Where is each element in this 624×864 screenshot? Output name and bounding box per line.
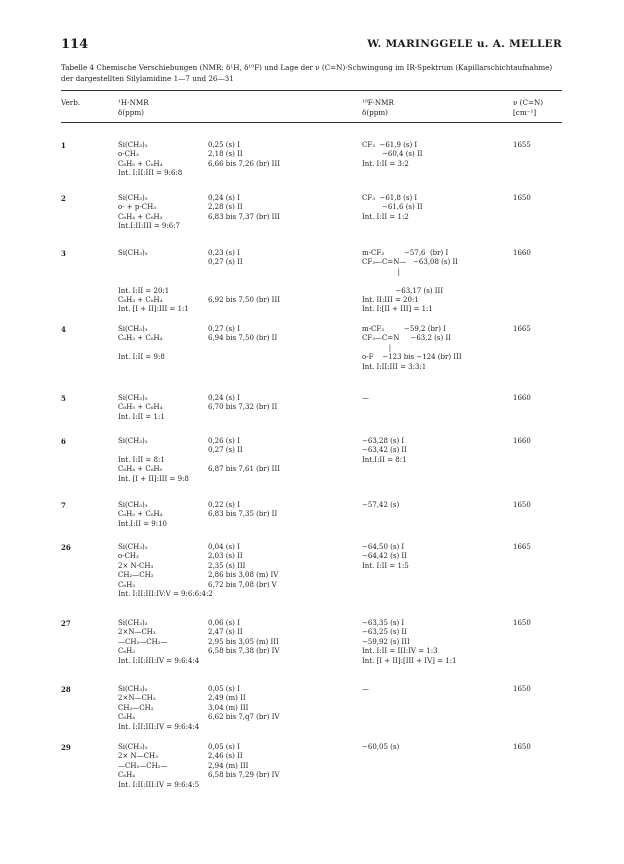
ir-value: 1665 [513, 543, 531, 551]
f-nmr-cell [362, 619, 510, 666]
h-nmr-shift: 2,46 (s) II [208, 752, 243, 761]
f-nmr-line: — [362, 685, 369, 693]
h-nmr-group: Si(CH₃)₃ [118, 685, 148, 693]
f-nmr-line: — [362, 394, 369, 402]
h-nmr-line [118, 213, 360, 222]
h-nmr-shift: 2,86 bis 3,08 (m) IV [208, 571, 279, 580]
compound-number: 5 [61, 394, 66, 403]
h-nmr-group: Si(CH₃)₃ [118, 619, 148, 627]
h-nmr-group: CH₂—CH₂ [118, 703, 154, 712]
h-nmr-line [118, 287, 360, 296]
h-nmr-line [118, 150, 360, 159]
f-nmr-line: −60,05 (s) [362, 743, 400, 751]
h-nmr-group: C₆H₄ [118, 771, 136, 780]
h-nmr-line [118, 743, 360, 752]
h-nmr-line [118, 475, 360, 484]
h-nmr-shift: 0,05 (s) I [208, 743, 240, 751]
h-nmr-group: —CH₂—CH₂— [118, 761, 168, 770]
h-nmr-line [118, 394, 360, 403]
compound-number: 6 [61, 437, 66, 446]
h-nmr-shift: 6,62 bis 7,q7 (br) IV [208, 713, 280, 722]
h-nmr-group: —CH₂—CH₂— [118, 637, 168, 646]
h-nmr-group: 2× N—CH₃ [118, 752, 158, 761]
h-nmr-group: o-CH₃ [118, 150, 139, 159]
f-nmr-line: Int. II:III = 20:1 [362, 295, 419, 304]
h-nmr-shift: 0,22 (s) I [208, 501, 240, 509]
h-nmr-group: Int. I:II = 1:1 [118, 412, 165, 421]
h-nmr-shift: 3,04 (m) III [208, 703, 249, 712]
h-nmr-shift: 0,23 (s) I [208, 249, 240, 257]
f-nmr-cell [362, 437, 510, 465]
ir-value: 1650 [513, 501, 531, 509]
compound-number: 3 [61, 249, 66, 258]
h-nmr-cell [118, 194, 360, 232]
f-nmr-line: Int. [I + II]:[III + IV] = 1:1 [362, 656, 457, 665]
h-nmr-shift: 2,28 (s) II [208, 203, 243, 212]
h-nmr-shift: 6,83 bis 7,35 (br) II [208, 510, 278, 519]
f-nmr-line: Int. I:II = 3:2 [362, 159, 409, 168]
h-nmr-group: C₆H₅ + C₆H₄ [118, 159, 163, 168]
h-nmr-line [118, 446, 360, 455]
h-nmr-line [118, 456, 360, 465]
h-nmr-line [118, 781, 360, 790]
h-nmr-line [118, 628, 360, 637]
ir-value: 1660 [513, 249, 531, 257]
f-nmr-line: CF₃ −61,8 (s) I [362, 194, 418, 202]
f-nmr-line: −63,35 (s) I [362, 619, 405, 627]
column-header-ir: ν (C=N) [513, 98, 544, 107]
h-nmr-group: Int. I:II = 20:1 [118, 286, 170, 295]
h-nmr-group: Int. I:II:III:IV:V = 9:6:6:4:2 [118, 589, 213, 598]
f-nmr-line: −63,42 (s) II [362, 446, 407, 455]
h-nmr-line [118, 685, 360, 694]
f-nmr-line: −63,28 (s) I [362, 437, 405, 445]
h-nmr-shift: 0,06 (s) I [208, 619, 240, 627]
f-nmr-cell [362, 543, 510, 571]
f-nmr-cell [362, 194, 510, 222]
h-nmr-cell [118, 619, 360, 666]
ir-value: 1665 [513, 325, 531, 333]
h-nmr-group: C₆H₄ + C₆H₃ [118, 212, 163, 221]
f-nmr-line: | [362, 267, 400, 276]
f-nmr-line: Int. I:II:III = 3:3:1 [362, 362, 427, 371]
h-nmr-cell [118, 437, 360, 484]
f-nmr-line: Int.I:II = 8:1 [362, 455, 407, 464]
compound-number: 1 [61, 141, 66, 150]
h-nmr-line [118, 353, 360, 362]
f-nmr-line: −63,17 (s) III [362, 286, 444, 295]
f-nmr-line: −63,25 (s) II [362, 628, 407, 637]
h-nmr-group: Int. I:II:III:IV = 9:6:4:4 [118, 656, 200, 665]
h-nmr-line [118, 562, 360, 571]
h-nmr-line [118, 222, 360, 231]
h-nmr-line [118, 694, 360, 703]
h-nmr-line [118, 169, 360, 178]
h-nmr-line [118, 704, 360, 713]
h-nmr-line [118, 194, 360, 203]
table-caption: Tabelle 4 Chemische Verschiebungen (NMR: δ¹H, δ¹⁹F) und Lage der ν (C=N)-Schwingung im IR-Spektrum (Kapillarschichtaufnahme) der dargestellten Silylamidine 1—7 und 26—31 [61, 63, 553, 83]
f-nmr-cell [362, 394, 510, 403]
f-nmr-line [362, 277, 510, 286]
h-nmr-group: Int. I:II:III:IV = 9:6:4:5 [118, 780, 200, 789]
f-nmr-cell [362, 501, 510, 510]
f-nmr-line: −57,42 (s) [362, 501, 400, 509]
h-nmr-group: C₆H₄ [118, 713, 136, 722]
f-nmr-line: CF₃—C=N— −63,08 (s) II [362, 258, 458, 267]
h-nmr-shift: 0,26 (s) I [208, 437, 240, 445]
compound-number: 26 [61, 543, 71, 552]
column-header-h-unit: δ(ppm) [118, 108, 144, 117]
h-nmr-line [118, 296, 360, 305]
f-nmr-line: −60,4 (s) II [362, 150, 423, 159]
h-nmr-line [118, 403, 360, 412]
compound-number: 7 [61, 501, 66, 510]
h-nmr-line [118, 465, 360, 474]
f-nmr-line: Int. I:[II + III] = 1:1 [362, 305, 433, 314]
h-nmr-line [118, 713, 360, 722]
h-nmr-line [118, 571, 360, 580]
h-nmr-shift: 2,49 (m) II [208, 694, 246, 703]
compound-number: 4 [61, 325, 66, 334]
h-nmr-shift: 6,92 bis 7,50 (br) III [208, 295, 280, 304]
h-nmr-group: Si(CH₃)₃ [118, 394, 148, 402]
h-nmr-group: 2× N-CH₃ [118, 561, 154, 570]
f-nmr-line: −59,92 (s) III [362, 637, 410, 646]
f-nmr-line: CF₃—C=N −63,2 (s) II [362, 334, 451, 343]
ir-value: 1650 [513, 743, 531, 751]
h-nmr-group: C₆H₅ + C₆H₄ [118, 403, 163, 412]
column-header-f-unit: δ(ppm) [362, 108, 388, 117]
h-nmr-group: Int.I:II = 9:10 [118, 519, 167, 528]
h-nmr-shift: 2,35 (s) III [208, 561, 246, 570]
table-top-rule [61, 90, 562, 91]
h-nmr-group: Si(CH₃)₃ [118, 437, 148, 445]
ir-value: 1650 [513, 619, 531, 627]
h-nmr-line [118, 141, 360, 150]
h-nmr-group: Int. [I + II]:III = 1:1 [118, 305, 189, 314]
h-nmr-group: C₆H₃ + C₆H₄ [118, 295, 163, 304]
h-nmr-shift: 0,27 (s) I [208, 325, 240, 333]
h-nmr-line [118, 771, 360, 780]
f-nmr-line: m-CF₃ −57,6 (br) I [362, 249, 449, 257]
h-nmr-cell [118, 543, 360, 599]
h-nmr-shift: 0,24 (s) I [208, 394, 240, 402]
h-nmr-line [118, 752, 360, 761]
ir-value: 1650 [513, 685, 531, 693]
f-nmr-cell [362, 743, 510, 752]
h-nmr-line [118, 501, 360, 510]
h-nmr-line [118, 590, 360, 599]
ir-value: 1655 [513, 141, 531, 149]
h-nmr-group: Si(CH₃)₃ [118, 543, 148, 551]
f-nmr-cell [362, 141, 510, 169]
h-nmr-group: Int.I:II:III = 9:6:7 [118, 222, 181, 231]
h-nmr-line [118, 723, 360, 732]
h-nmr-line [118, 413, 360, 422]
h-nmr-shift: 2,47 (s) II [208, 628, 243, 637]
h-nmr-line [118, 520, 360, 529]
h-nmr-line [118, 268, 360, 277]
h-nmr-shift: 0,25 (s) I [208, 141, 240, 149]
h-nmr-group: C₆H₅ + C₆H₄ [118, 510, 163, 519]
h-nmr-group: o-CH₃ [118, 552, 139, 561]
h-nmr-shift: 6,87 bis 7,61 (br) III [208, 465, 280, 474]
ir-value: 1660 [513, 437, 531, 445]
f-nmr-line: m-CF₃ −59,2 (br) I [362, 325, 447, 333]
f-nmr-line: CF₃ −61,9 (s) I [362, 141, 418, 149]
h-nmr-group: Si(CH₃)₃ [118, 249, 148, 257]
h-nmr-line [118, 647, 360, 656]
compound-number: 28 [61, 685, 71, 694]
h-nmr-shift: 6,70 bis 7,32 (br) II [208, 403, 278, 412]
f-nmr-line: Int. I:II = 1:2 [362, 212, 409, 221]
h-nmr-group: C₆H₄ + C₆H₅ [118, 465, 163, 474]
h-nmr-line [118, 277, 360, 286]
f-nmr-cell [362, 325, 510, 372]
h-nmr-shift: 0,27 (s) II [208, 258, 243, 267]
h-nmr-cell [118, 743, 360, 790]
column-header-verb: Verb. [61, 98, 81, 107]
compound-number: 2 [61, 194, 66, 203]
h-nmr-group: 2×N—CH₃ [118, 694, 156, 703]
f-nmr-line: −64,42 (s) II [362, 552, 407, 561]
h-nmr-line [118, 657, 360, 666]
f-nmr-line: −61,6 (s) II [362, 203, 423, 212]
h-nmr-shift: 0,05 (s) I [208, 685, 240, 693]
h-nmr-line [118, 762, 360, 771]
h-nmr-shift: 6,94 bis 7,50 (br) II [208, 334, 278, 343]
h-nmr-group: CH₂—CH₂ [118, 571, 154, 580]
h-nmr-group: C₆H₃ [118, 580, 136, 589]
h-nmr-group: Si(CH₃)₃ [118, 194, 148, 202]
h-nmr-cell [118, 394, 360, 422]
running-header-authors: W. MARINGGELE u. A. MELLER [367, 38, 562, 50]
column-header-h-nmr: ¹H-NMR [118, 98, 149, 107]
h-nmr-group: Int. I:II:III:IV = 9:6:4:4 [118, 722, 200, 731]
h-nmr-line [118, 203, 360, 212]
h-nmr-group: Si(CH₃)₃ [118, 141, 148, 149]
h-nmr-shift: 6,58 bis 7,38 (br) IV [208, 647, 280, 656]
f-nmr-line: −64,50 (s) I [362, 543, 405, 551]
h-nmr-shift: 6,83 bis 7,37 (br) III [208, 212, 280, 221]
h-nmr-group: Int. I:II = 9:8 [118, 353, 165, 362]
f-nmr-line: Int. I:II = 1:5 [362, 561, 409, 570]
h-nmr-cell [118, 325, 360, 363]
h-nmr-shift: 2,95 bis 3,05 (m) III [208, 637, 279, 646]
h-nmr-line [118, 305, 360, 314]
h-nmr-line [118, 543, 360, 552]
h-nmr-shift: 2,94 (m) III [208, 761, 249, 770]
f-nmr-cell [362, 685, 510, 694]
h-nmr-group: Int. [I + II]:III = 9:8 [118, 474, 189, 483]
h-nmr-line [118, 160, 360, 169]
h-nmr-shift: 6,66 bis 7,26 (br) III [208, 159, 280, 168]
h-nmr-shift: 2,03 (s) II [208, 552, 243, 561]
h-nmr-line [118, 334, 360, 343]
h-nmr-shift: 0,24 (s) I [208, 194, 240, 202]
h-nmr-line [118, 325, 360, 334]
h-nmr-line [118, 249, 360, 258]
page-number: 114 [61, 37, 89, 52]
h-nmr-group: Int. I:II = 8:1 [118, 455, 165, 464]
h-nmr-cell [118, 249, 360, 315]
compound-number: 29 [61, 743, 71, 752]
h-nmr-group: Si(CH₃)₃ [118, 325, 148, 333]
h-nmr-shift: 2,18 (s) II [208, 150, 243, 159]
h-nmr-line [118, 344, 360, 353]
h-nmr-group: Int. I:II:III = 9:6:8 [118, 169, 183, 178]
h-nmr-shift: 6,58 bis 7,29 (br) IV [208, 771, 280, 780]
h-nmr-cell [118, 501, 360, 529]
h-nmr-line [118, 619, 360, 628]
h-nmr-line [118, 437, 360, 446]
f-nmr-line: Int. I:II = III:IV = 1:3 [362, 647, 438, 656]
h-nmr-shift: 6,72 bis 7,08 (br) V [208, 580, 277, 589]
h-nmr-shift: 0,27 (s) II [208, 446, 243, 455]
f-nmr-cell [362, 249, 510, 315]
ir-value: 1650 [513, 194, 531, 202]
h-nmr-group: o- + p-CH₃ [118, 203, 157, 212]
ir-value: 1660 [513, 394, 531, 402]
compound-number: 27 [61, 619, 71, 628]
header-bottom-rule [61, 122, 562, 123]
h-nmr-cell [118, 685, 360, 732]
h-nmr-line [118, 510, 360, 519]
f-nmr-line: o-F −123 bis −124 (br) III [362, 353, 462, 362]
h-nmr-group: C₆H₃ [118, 647, 136, 656]
h-nmr-line [118, 638, 360, 647]
h-nmr-group: Si(CH₃)₃ [118, 743, 148, 751]
f-nmr-line: | [362, 343, 392, 352]
h-nmr-line [118, 258, 360, 267]
h-nmr-group: C₆H₃ + C₆H₄ [118, 334, 163, 343]
h-nmr-shift: 0,04 (s) I [208, 543, 240, 551]
h-nmr-group: Si(CH₃)₃ [118, 501, 148, 509]
h-nmr-line [118, 552, 360, 561]
h-nmr-cell [118, 141, 360, 179]
column-header-f-nmr: ¹⁹F-NMR [362, 98, 394, 107]
h-nmr-line [118, 581, 360, 590]
h-nmr-group: 2×N—CH₃ [118, 628, 156, 637]
column-header-ir-unit: [cm⁻¹] [513, 108, 537, 117]
